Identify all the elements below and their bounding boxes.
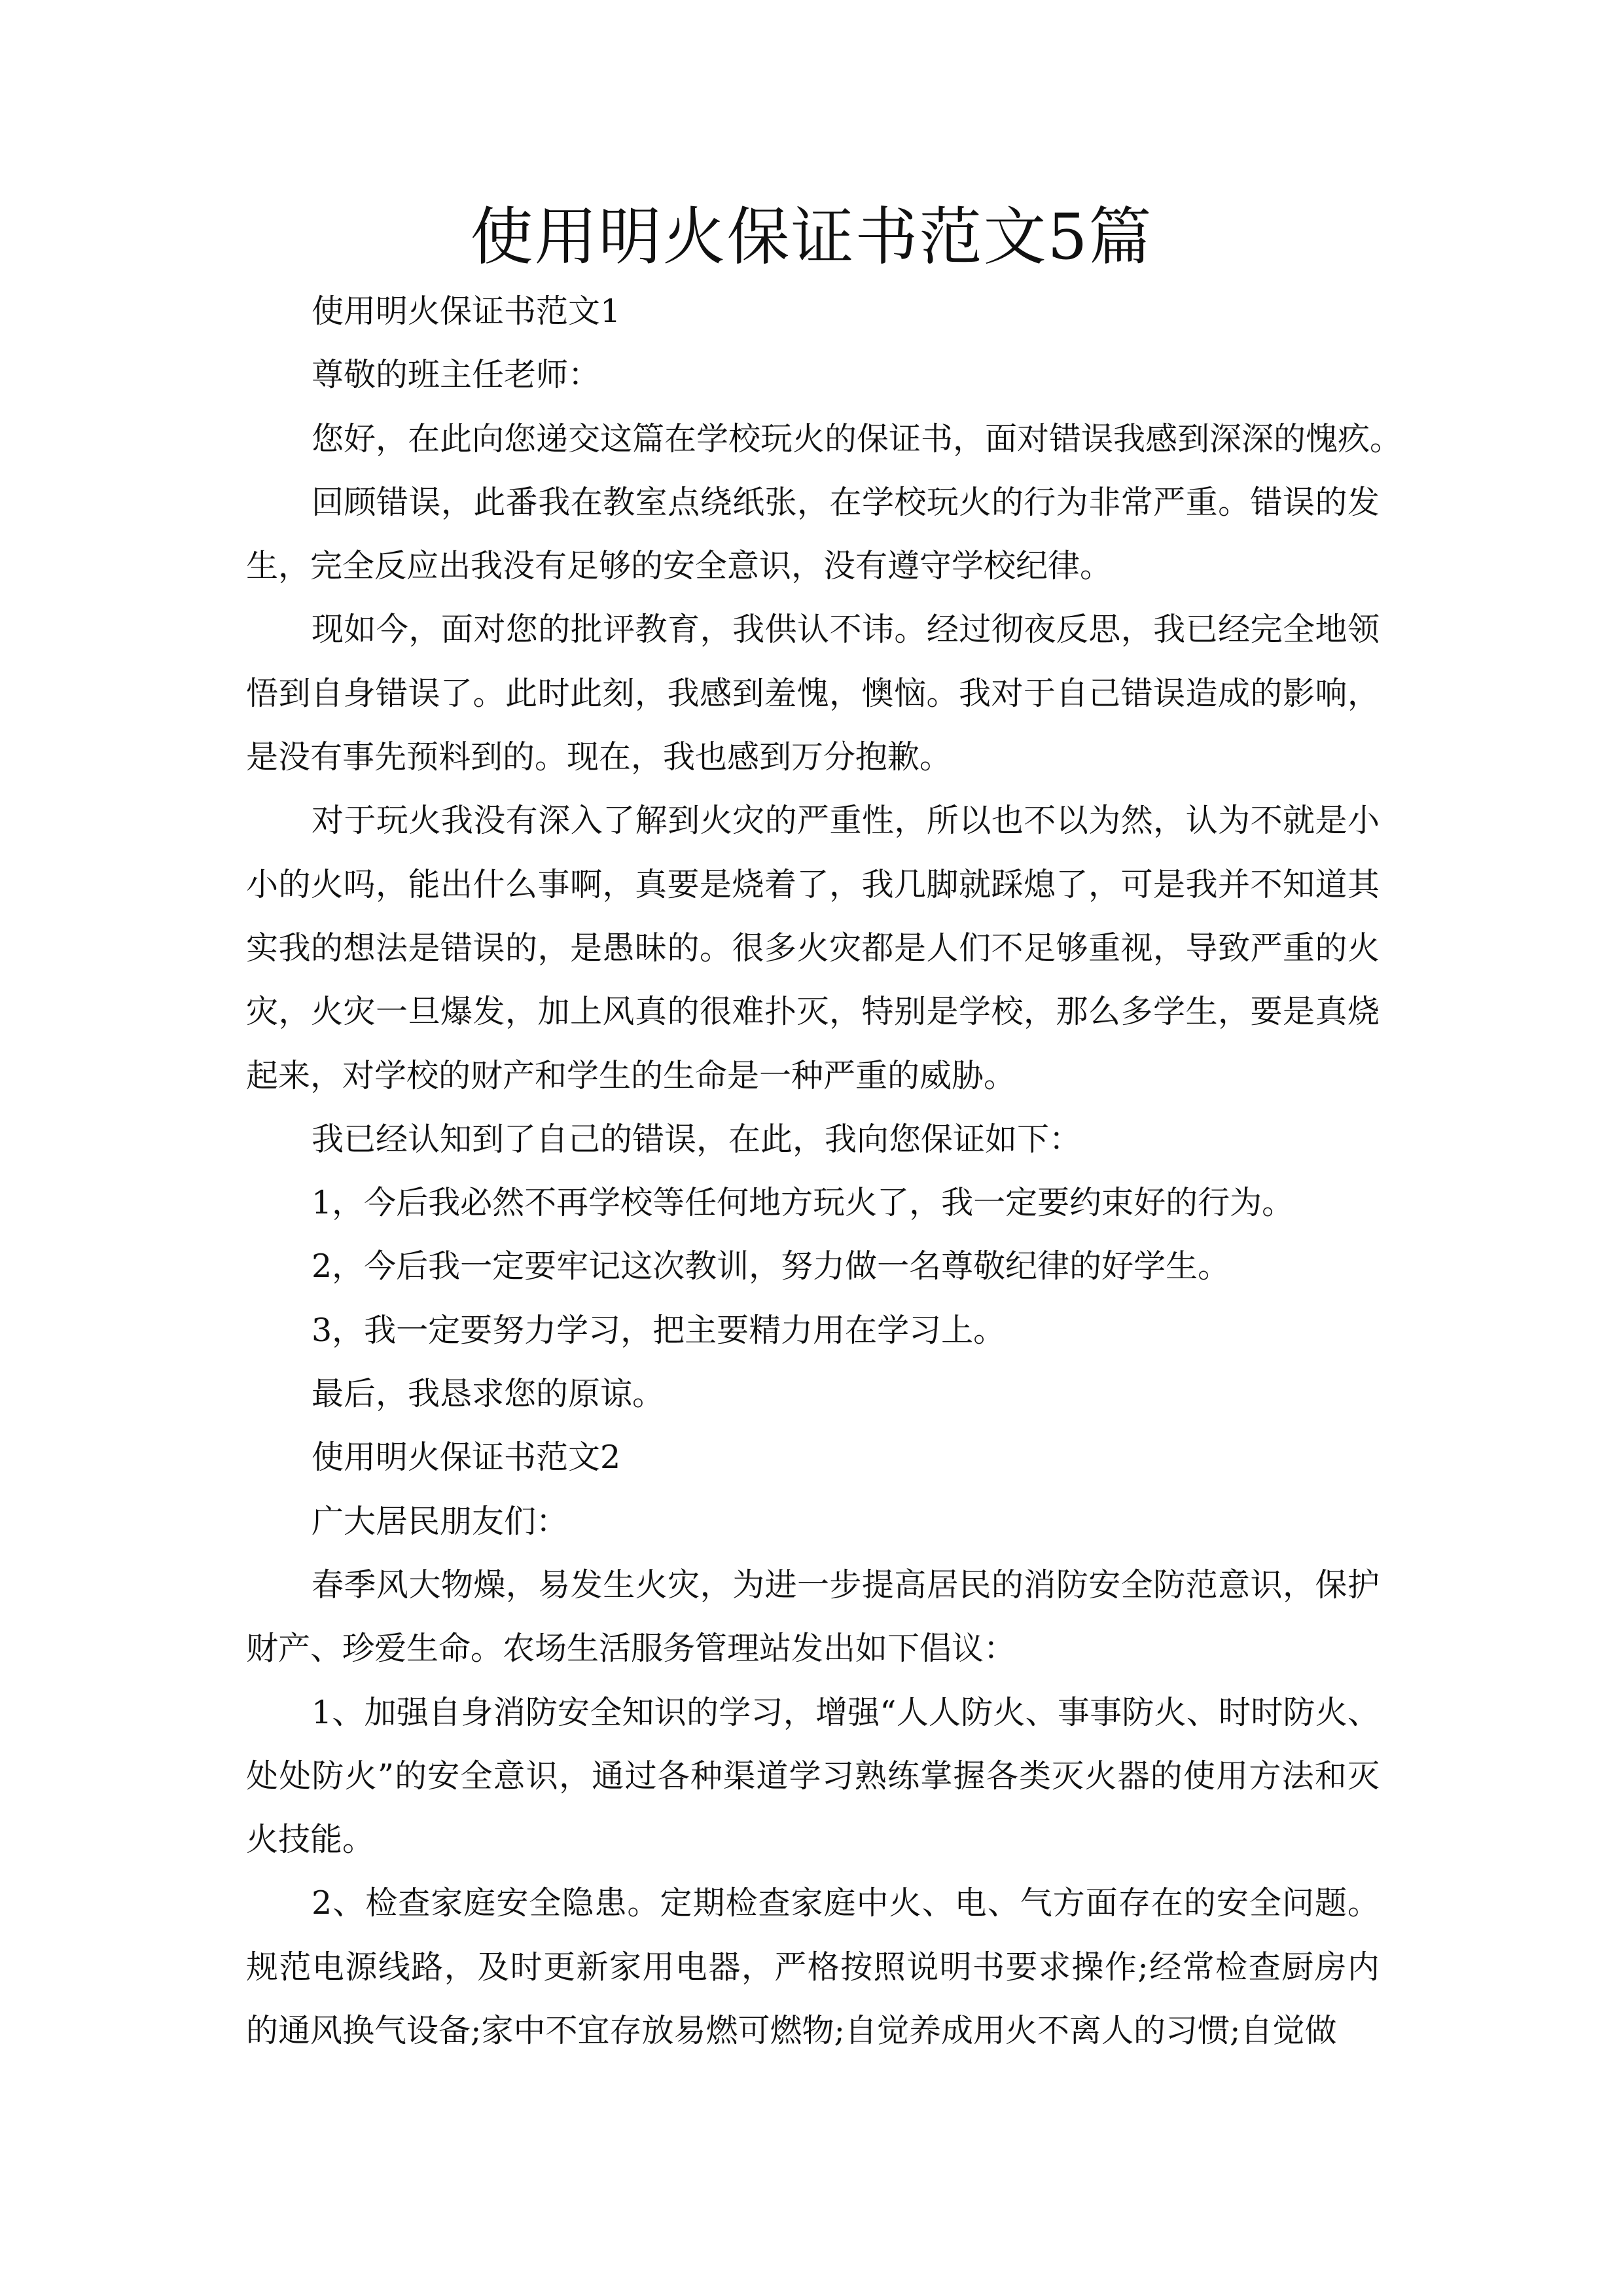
document-body	[246, 279, 1402, 2062]
text-line: 使用明火保证书范文2	[312, 1439, 621, 1477]
paragraph	[246, 343, 1380, 406]
paragraph	[246, 1426, 1380, 1489]
text-line: 悟到自身错误了。此时此刻，我感到羞愧，懊恼。我对于自己错误造成的影响，	[246, 674, 1380, 712]
text-line: 起来，对学校的财产和学生的生命是一种严重的威胁。	[246, 1056, 1016, 1094]
text-line: 灾，火灾一旦爆发，加上风真的很难扑灭，特别是学校，那么多学生，要是真烧	[246, 993, 1380, 1031]
document-title: 使用明火保证书范文5篇	[470, 200, 1153, 274]
text-line: 生，完全反应出我没有足够的安全意识，没有遵守学校纪律。	[246, 547, 1113, 585]
text-line: 春季风大物燥，易发生火灾，为进一步提高居民的消防安全防范意识，保护	[312, 1566, 1380, 1604]
text-line: 对于玩火我没有深入了解到火灾的严重性，所以也不以为然，认为不就是小	[312, 802, 1380, 840]
paragraph	[246, 1299, 1380, 1362]
paragraph	[246, 1871, 1380, 2062]
text-line: 小的火吗，能出什么事啊，真要是烧着了，我几脚就踩熄了，可是我并不知道其	[246, 865, 1380, 903]
text-line: 1、加强自身消防安全知识的学习，增强“人人防火、事事防火、时时防火、	[312, 1693, 1380, 1731]
paragraph	[246, 1171, 1380, 1234]
paragraph	[246, 279, 1380, 343]
text-line: 财产、珍爱生命。农场生活服务管理站发出如下倡议：	[246, 1630, 1016, 1668]
text-line: 我已经认知到了自己的错误，在此，我向您保证如下：	[312, 1120, 1082, 1158]
text-line: 的通风换气设备;家中不宜存放易燃可燃物;自觉养成用火不离人的习惯;自觉做	[246, 2012, 1337, 2050]
text-line: 使用明火保证书范文1	[312, 293, 621, 330]
paragraph	[246, 1681, 1380, 1872]
text-line: 您好，在此向您递交这篇在学校玩火的保证书，面对错误我感到深深的愧疚。	[312, 420, 1402, 457]
text-line: 最后，我恳求您的原谅。	[312, 1375, 665, 1413]
text-line: 处处防火”的安全意识，通过各种渠道学习熟练掌握各类灭火器的使用方法和灭	[246, 1757, 1380, 1795]
text-line: 尊敬的班主任老师：	[312, 356, 601, 394]
text-line: 实我的想法是错误的，是愚昧的。很多火灾都是人们不足够重视，导致严重的火	[246, 929, 1380, 967]
text-line: 规范电源线路，及时更新家用电器，严格按照说明书要求操作;经常检查厨房内	[246, 1948, 1380, 1986]
text-line: 1，今后我必然不再学校等任何地方玩火了，我一定要约束好的行为。	[312, 1184, 1294, 1222]
text-line: 广大居民朋友们：	[312, 1502, 569, 1540]
text-line: 2、检查家庭安全隐患。定期检查家庭中火、电、气方面存在的安全问题。	[312, 1884, 1380, 1922]
paragraph	[246, 1234, 1380, 1298]
paragraph	[246, 1490, 1380, 1553]
text-line: 3，我一定要努力学习，把主要精力用在学习上。	[312, 1311, 1006, 1349]
paragraph	[246, 1362, 1380, 1426]
paragraph	[246, 789, 1380, 1107]
paragraph	[246, 1553, 1380, 1681]
text-line: 现如今，面对您的批评教育，我供认不讳。经过彻夜反思，我已经完全地领	[312, 611, 1380, 649]
text-line: 是没有事先预料到的。现在，我也感到万分抱歉。	[246, 738, 952, 776]
text-line: 2，今后我一定要牢记这次教训，努力做一名尊敬纪律的好学生。	[312, 1247, 1230, 1285]
paragraph	[246, 471, 1380, 598]
text-line: 回顾错误，此番我在教室点绕纸张，在学校玩火的行为非常严重。错误的发	[312, 483, 1380, 521]
paragraph	[246, 1107, 1380, 1171]
paragraph	[246, 598, 1380, 789]
text-line: 火技能。	[246, 1821, 375, 1859]
paragraph	[246, 407, 1402, 471]
